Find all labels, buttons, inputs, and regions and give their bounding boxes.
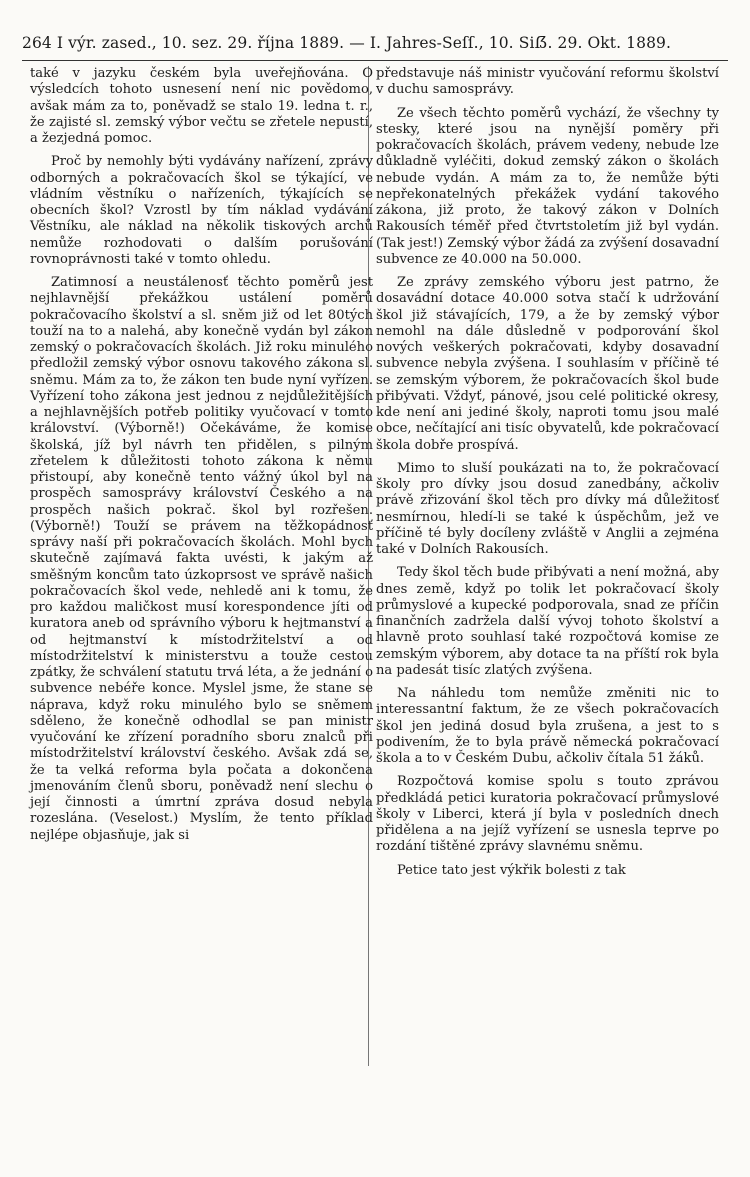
- paragraph: Mimo to sluší poukázati na to, že pokračovací školy pro dívky jsou dosud zanedbány, ačkoliv právě zřizování škol těch pro dívky má důležitosť nesmírnou, hledí-li se také k úspěchům, jež ve příčině té byly docíleny zvláště v Anglii a zejména také v Dolních Rakousích.: [376, 460, 719, 557]
- running-header: 264 I výr. zased., 10. sez. 29. října 1889. — I. Jahres-Seſſ., 10. Siẞ. 29. Okt. 1889.: [22, 34, 672, 52]
- paragraph: představuje náš ministr vyučování reformu školství v duchu samosprávy.: [376, 66, 719, 98]
- paragraph: Petice tato jest výkřik bolesti z tak: [396, 862, 626, 878]
- paragraph: Proč by nemohly býti vydávány nařízení, zprávy odborných a pokračovacích škol se týkající, ve vládním věstníku o nařízeních, týkajících se obecních škol? Vzrostl by tím náklad vydávání Věstníku, ale náklad na několik tiskových archů nemůže rozhodovati o dalším porušování rovnoprávnosti také v tomto ohledu.: [30, 154, 373, 267]
- paragraph: Rozpočtová komise spolu s touto zprávou předkládá petici kuratoria pokračovací průmyslové školy v Liberci, která jí byla v posledních dnech přidělena a na jejíž vyřízení se usnesla teprve po rozdání tištěné zprávy slavnému sněmu.: [376, 774, 719, 855]
- paragraph: také v jazyku českém byla uveřejňována. O výsledcích tohoto usnesení není nic povědomo, avšak mám za to, poněvadž se stalo 19. ledna t. r., že zajisté sl. zemský výbor večtu se zřetele nepustí, a žezjedná pomoc.: [30, 66, 373, 146]
- left-column: [30, 66, 373, 844]
- header-rule: [22, 60, 728, 61]
- paragraph: Na náhledu tom nemůže změniti nic to interessantní faktum, že ze všech pokračovacích škol jen jediná dosud byla zrušena, a jest to s podivením, že to byla právě německá pokračovací škola a to v Českém Dubu, ačkoliv čítala 51 žáků.: [376, 686, 719, 766]
- right-column: [376, 66, 719, 879]
- paragraph: Ze všech těchto poměrů vychází, že všechny ty stesky, které jsou na nynější poměry při pokračovacích školách, právem vedeny, nebude lze důkladně vyléčiti, dokud zemský zákon o školách nebude vydán. A mám za to, že nemůže býti nepřekonatelných překážek vydání takového zákona, již proto, že takový zákon v Dolních Rakousích téměř před čtvrtstoletím již byl vydán. (Tak jest!) Zemský výbor žádá za zvýšení dosavadní subvence ze 40.000 na 50.000.: [376, 105, 719, 267]
- paragraph: Zatimnosí a neustálenosť těchto poměrů jest nejhlavnější překážkou ustálení poměrů pokračovacího školství a sl. sněm již od let 80tých touží na to a nalehá, aby konečně vydán byl zákon zemský o pokračovacích školách. Již roku minulého předložil zemský výbor osnovu takového zákona sl. sněmu. Mám za to, že zákon ten bude nyní vyřízen. Vyřízení toho zákona jest jednou z nejdůležitějších a nejhlavnějších potřeb politiky vyučovací v tomto království. (Výborně!) Očekáváme, že komise školská, jíž byl návrh ten přidělen, s pilným zřetelem k důležitosti tohoto zákona k němu přistoupí, aby konečně tento vážný úkol byl na prospěch samosprávy království Českého a na prospěch našich pokrač. škol byl rozřešen. (Výborně!) Touží se právem na těžkopádnosť správy naší při pokračovacích školách. Mohl bych skutečně zajímavá fakta uvésti, k jakým až směšným koncům tato úzkoprsost ve správě našich pokračovacích škol vede, nehledě ani k tomu, že pro každou maličkost musí korespondence jíti od kuratora aneb od správního výboru k hejtmanství a od hejtmanství k místodržitelství a od místodržitelství k ministerstvu a touže cestou zpátky, že schválení statutu trvá léta, a že jednání o subvence nebéře konce. Myslel jsme, že stane se náprava, když roku minulého bylo se sněmem sděleno, že konečně odhodlal se pan ministr vyučování ke zřízení poradního sboru znalců při místodržitelství království českého. Avšak zdá se, že ta velká reforma byla počata a dokončena jmenováním členů sboru, poněvadž není slechu o její činnosti a úmrtní zpráva dosud nebyla rozeslána. (Veselost.) Myslím, že tento příklad nejlépe objasňuje, jak si: [30, 275, 373, 843]
- paragraph: Ze zprávy zemského výboru jest patrno, že dosavádní dotace 40.000 sotva stačí k udržování škol již stávajících, 179, a že by zemský výbor nemohl na dále důsledně v podporování škol nových veškerých pokračovati, kdyby dosavadní subvence nebyla zvýšena. I souhlasím v příčině té se zemským výborem, že pokračovacích škol bude přibývati. Vždyť, pánové, jsou celé politické okresy, kde není ani jediné školy, naproti tomu jsou malé obce, nečítající ani tisíc obyvatelů, kde pokračovací škola dobře prospívá.: [376, 275, 719, 453]
- paragraph: Tedy škol těch bude přibývati a není možná, aby dnes země, když po tolik let pokračovací školy průmyslové a kupecké podporovala, snad ze příčin finančních zadržela další vývoj tohoto školství a hlavně proto souhlasí také rozpočtová komise ze zemským výborem, aby dotace ta na příští rok byla na padesát tisíc zlatých zvýšena.: [376, 565, 719, 678]
